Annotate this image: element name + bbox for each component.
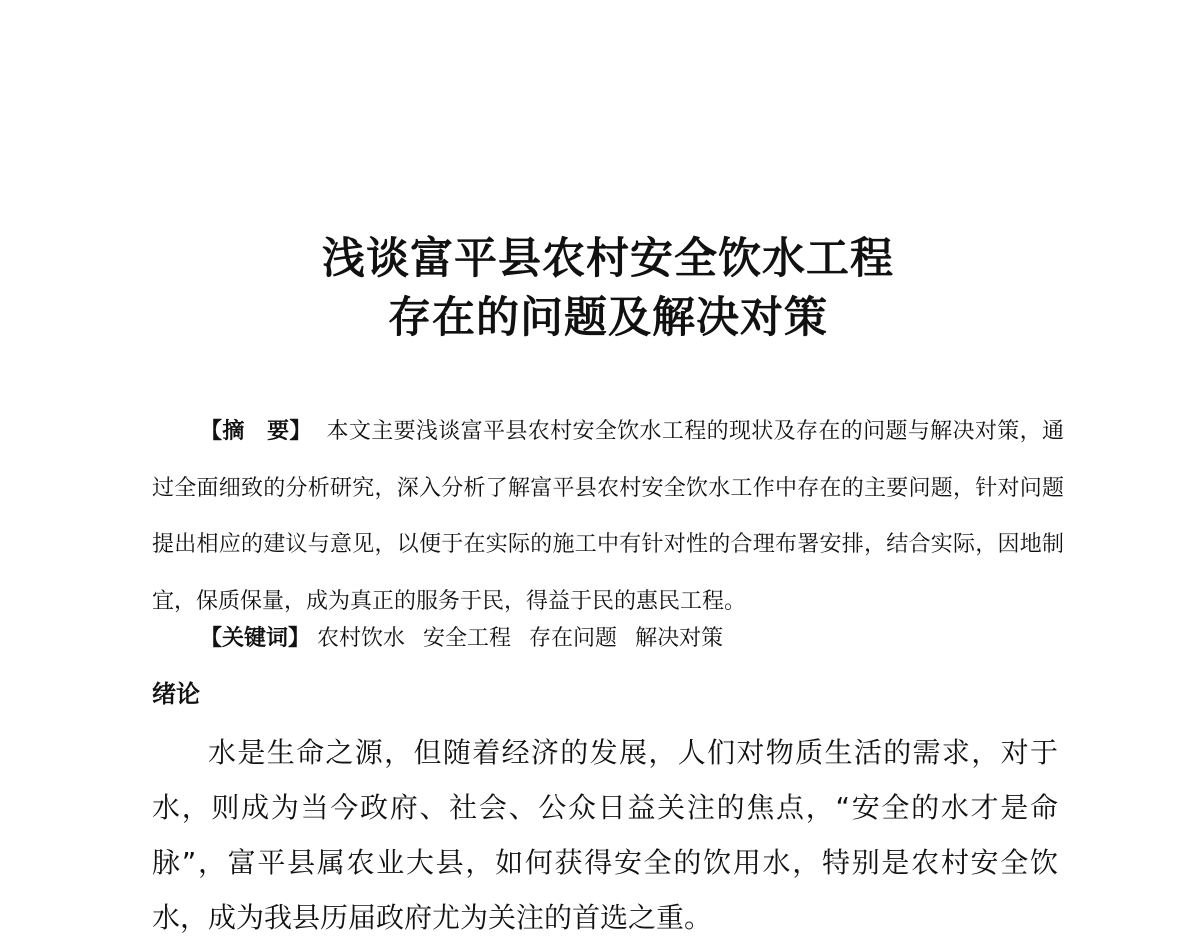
keyword-item: 农村饮水 bbox=[317, 626, 406, 651]
paragraph-indent bbox=[152, 736, 208, 769]
section-heading: 绪论 bbox=[152, 680, 200, 708]
paper-title-line-2: 存在的问题及解决对策 bbox=[388, 293, 828, 343]
paper-title-line-1: 浅谈富平县农村安全饮水工程 bbox=[322, 234, 894, 284]
abstract-block bbox=[152, 404, 1064, 630]
keyword-item: 存在问题 bbox=[529, 626, 618, 651]
keyword-item: 解决对策 bbox=[635, 626, 724, 651]
abstract-label: 【摘 要】 bbox=[200, 419, 312, 444]
paragraph-text: 水是生命之源，但随着经济的发展，人们对物质生活的需求，对于水，则成为当今政府、社会、公众日益关注的焦点，“安全的水才是命脉”，富平县属农业大县，如何获得安全的饮用水，特别是农村安全饮水，成为我县历届政府尤为关注的首选之重。 bbox=[152, 736, 1058, 934]
abstract-text: 本文主要浅谈富平县农村安全饮水工程的现状及存在的问题与解决对策，通过全面细致的分析研究，深入分析了解富平县农村安全饮水工作中存在的主要问题，针对问题提出相应的建议与意见，以便于在实际的施工中有针对性的合理布署安排，结合实际，因地制宜，保质保量，成为真正的服务于民，得益于民的惠民工程。 bbox=[152, 419, 1064, 614]
keywords-label: 【关键词】 bbox=[200, 626, 311, 651]
keyword-item: 安全工程 bbox=[423, 626, 512, 651]
body-paragraph bbox=[152, 725, 1058, 945]
keywords-block bbox=[200, 619, 741, 659]
abstract-indent bbox=[152, 419, 200, 444]
